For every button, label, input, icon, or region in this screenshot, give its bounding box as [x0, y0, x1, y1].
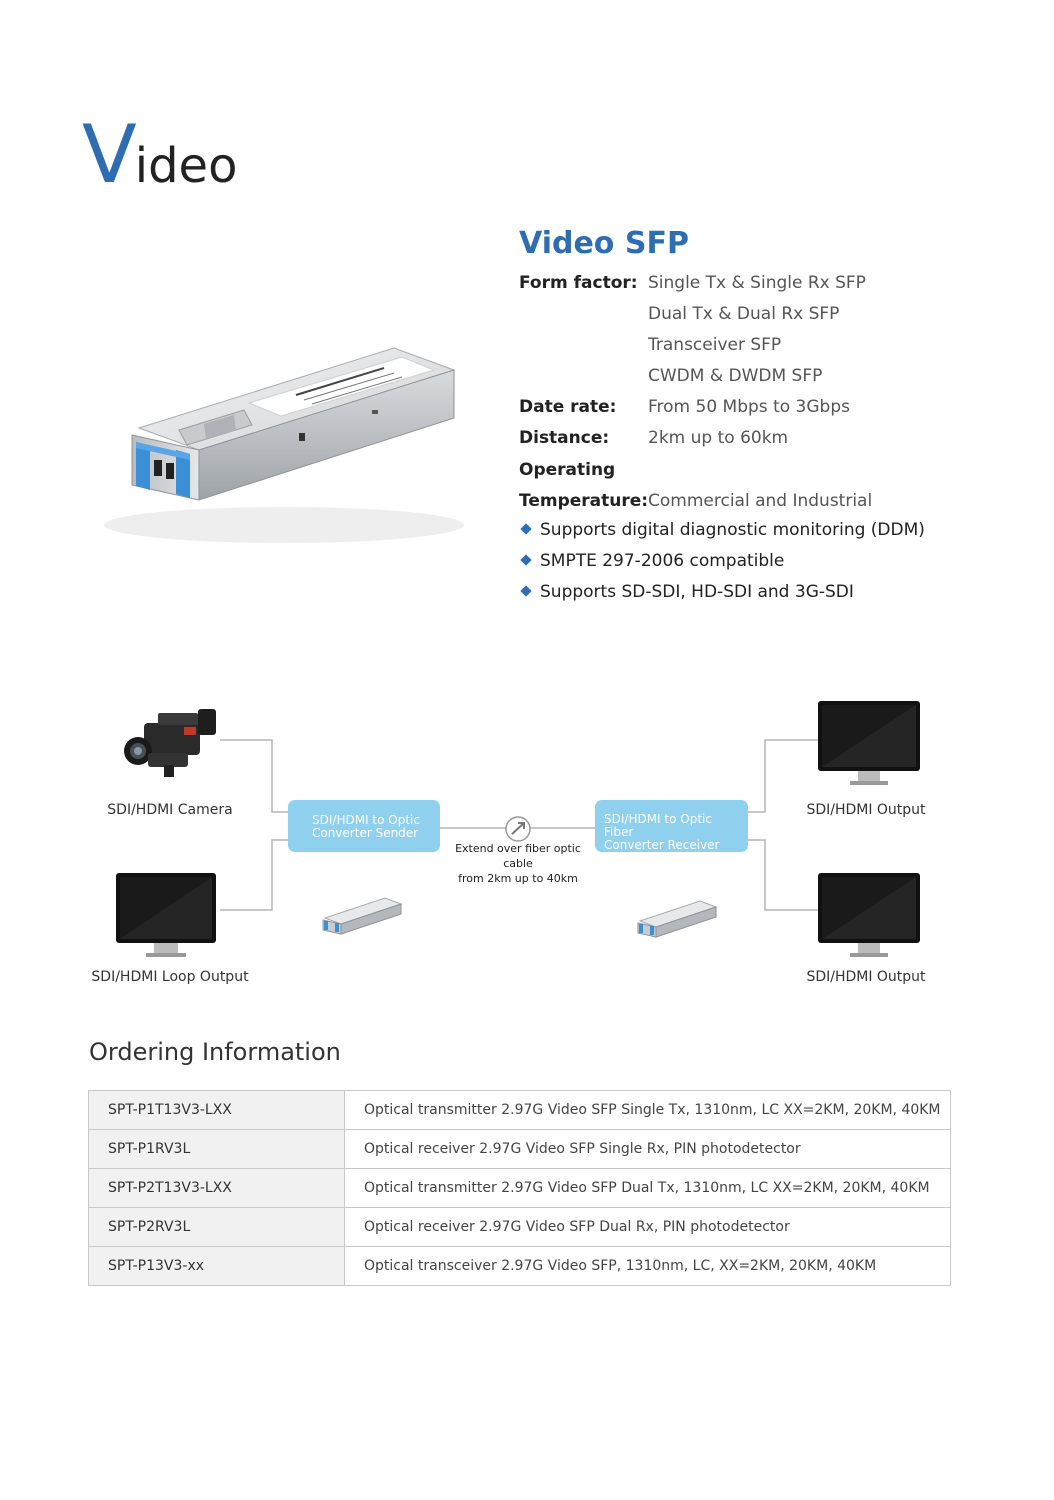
output-monitor-bottom-icon	[818, 873, 920, 961]
table-row	[89, 1247, 951, 1286]
output-monitor-top-icon	[818, 701, 920, 789]
part-description: Optical receiver 2.97G Video SFP Single Rx, PIN photodetector	[345, 1130, 951, 1169]
spec-row-data-rate	[519, 392, 850, 420]
diamond-bullet-icon	[520, 554, 531, 565]
part-code: SPT-P13V3-xx	[89, 1247, 345, 1286]
fiber-link-icon	[503, 814, 533, 844]
table-row	[89, 1208, 951, 1247]
ordering-heading: Ordering Information	[89, 1038, 341, 1066]
spec-value: CWDM & DWDM SFP	[648, 366, 823, 386]
feature-text: SMPTE 297-2006 compatible	[540, 551, 785, 571]
ordering-table	[88, 1090, 951, 1286]
video-camera-icon	[124, 705, 220, 781]
spec-label: Date rate:	[519, 397, 617, 417]
feature-bullet	[519, 516, 925, 544]
spec-value: 2km up to 60km	[648, 428, 789, 448]
fiber-note-line: Extend over fiber optic cable	[455, 842, 581, 870]
feature-text: Supports digital diagnostic monitoring (DDM)	[540, 520, 925, 540]
spec-row-distance	[519, 423, 788, 451]
fiber-note	[440, 841, 596, 886]
spec-row-temperature	[519, 486, 872, 514]
spec-label: Temperature:	[519, 491, 649, 511]
diamond-bullet-icon	[520, 585, 531, 596]
spec-row-operating	[519, 455, 648, 483]
title-initial: V	[82, 108, 135, 201]
part-description: Optical transmitter 2.97G Video SFP Dual Tx, 1310nm, LC XX=2KM, 20KM, 40KM	[345, 1169, 951, 1208]
converter-receiver-box	[595, 800, 748, 852]
part-description: Optical transceiver 2.97G Video SFP, 1310nm, LC, XX=2KM, 20KM, 40KM	[345, 1247, 951, 1286]
output-bottom-label: SDI/HDMI Output	[806, 969, 926, 985]
loop-output-label: SDI/HDMI Loop Output	[91, 969, 249, 985]
camera-label: SDI/HDMI Camera	[107, 802, 233, 818]
receiver-box-line: Converter Receiver	[604, 838, 720, 852]
receiver-box-line: SDI/HDMI to Optic Fiber	[604, 812, 712, 839]
sender-box-line: Converter Sender	[312, 826, 419, 840]
spec-value: Transceiver SFP	[648, 335, 782, 355]
converter-sender-box	[288, 800, 440, 852]
title-rest: ideo	[134, 138, 238, 194]
output-top-label: SDI/HDMI Output	[806, 802, 926, 818]
spec-heading: Video SFP	[519, 226, 689, 261]
spec-value: Commercial and Industrial	[648, 491, 873, 511]
part-code: SPT-P1RV3L	[89, 1130, 345, 1169]
fiber-note-line: from 2km up to 40km	[458, 872, 578, 885]
spec-value: From 50 Mbps to 3Gbps	[648, 397, 850, 417]
spec-value: Dual Tx & Dual Rx SFP	[648, 304, 840, 324]
feature-text: Supports SD-SDI, HD-SDI and 3G-SDI	[540, 582, 854, 602]
loop-output-monitor-icon	[116, 873, 216, 959]
part-code: SPT-P2RV3L	[89, 1208, 345, 1247]
feature-bullet	[519, 547, 784, 575]
part-code: SPT-P2T13V3-LXX	[89, 1169, 345, 1208]
part-description: Optical transmitter 2.97G Video SFP Single Tx, 1310nm, LC XX=2KM, 20KM, 40KM	[345, 1091, 951, 1130]
part-description: Optical receiver 2.97G Video SFP Dual Rx, PIN photodetector	[345, 1208, 951, 1247]
diamond-bullet-icon	[520, 523, 531, 534]
sender-box-line: SDI/HDMI to Optic	[312, 813, 420, 827]
sfp-module-small-icon	[630, 893, 720, 941]
page-title	[82, 108, 238, 201]
spec-label: Distance:	[519, 428, 610, 448]
spec-row-form-factor	[519, 268, 866, 296]
spec-value: Single Tx & Single Rx SFP	[648, 273, 866, 293]
table-row	[89, 1091, 951, 1130]
spec-label: Operating	[519, 460, 616, 480]
part-code: SPT-P1T13V3-LXX	[89, 1091, 345, 1130]
feature-bullet	[519, 578, 854, 606]
spec-label: Form factor:	[519, 273, 638, 293]
spec-row-form-factor-2	[519, 299, 839, 327]
sfp-module-image	[84, 300, 484, 560]
sfp-module-small-icon	[315, 890, 405, 938]
table-row	[89, 1169, 951, 1208]
table-row	[89, 1130, 951, 1169]
spec-row-form-factor-4	[519, 361, 822, 389]
spec-row-form-factor-3	[519, 330, 781, 358]
